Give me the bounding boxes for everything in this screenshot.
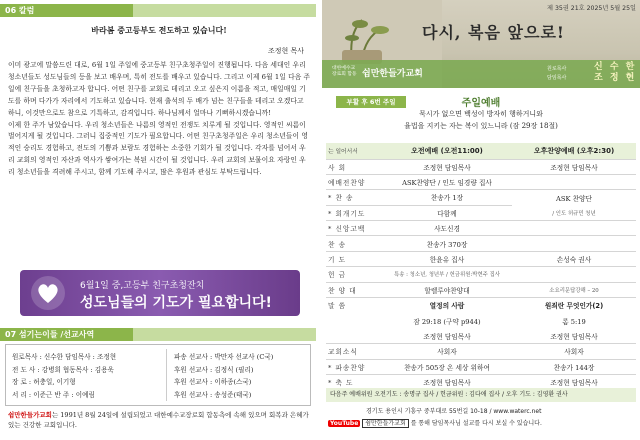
order-label: 교회소식 — [326, 344, 382, 359]
order-afternoon — [512, 221, 636, 236]
order-label: * 신앙고백 — [326, 221, 382, 236]
order-header-row — [326, 143, 636, 159]
order-row — [326, 205, 636, 220]
order-afternoon: 조정현 담임목사 — [512, 328, 636, 343]
order-afternoon: 사회자 — [512, 344, 636, 359]
order-row — [326, 251, 636, 266]
sermon-title-morning: 열정의 사람 — [429, 302, 465, 311]
pastor-name: 신 수 한 — [594, 62, 637, 72]
order-afternoon: 손성숙 권사 — [512, 251, 636, 266]
left-page — [0, 0, 318, 440]
order-row — [326, 174, 636, 189]
order-label — [326, 328, 382, 343]
missionary-line: 후원 선교사 : 송성준(태국) — [174, 390, 252, 399]
pastor-roles — [547, 65, 566, 83]
staff-line: 전 도 사 : 강병희 협동목사 : 김용욱 — [12, 365, 114, 374]
order-afternoon — [512, 236, 636, 251]
order-label: 말 씀 — [328, 302, 347, 311]
order-row — [326, 221, 636, 236]
heart-hands-icon — [30, 275, 66, 311]
order-row — [326, 190, 636, 205]
missionary-line: 후원 선교사 : 이하종(스국) — [174, 378, 252, 386]
column-title: 바라봄 중고등부도 전도하고 있습니다! — [91, 25, 227, 35]
order-label: 예배전찬양 — [326, 174, 382, 189]
order-morning: 한윤유 집사 — [382, 251, 512, 266]
sermon-title-afternoon: 원죄란 무엇인가(2) — [544, 302, 604, 311]
missionary-list — [174, 351, 310, 401]
denomination: 대한예수교 장로회 합동 — [332, 66, 357, 77]
scripture-verse — [322, 108, 640, 132]
order-afternoon — [512, 174, 636, 189]
sermon-scripture-morning: 잠 29:18 (구약 p944) — [413, 317, 481, 326]
order-morning: 조정현 담임목사 — [382, 159, 512, 174]
order-morning: 사도신경 — [382, 221, 512, 236]
event-banner — [20, 270, 300, 316]
stand-note: 는 일어서서 — [326, 143, 382, 159]
order-afternoon: / 인도 허규민 청년 — [512, 205, 636, 220]
order-morning: 할렐루야찬양대 — [382, 282, 512, 297]
order-morning: 찬송가 370장 — [382, 236, 512, 251]
column-author: 조정현 목사 — [267, 47, 304, 55]
order-morning: 찬송가 505장 온 세상 위하여 — [382, 359, 512, 374]
staff-box — [5, 344, 311, 406]
banner-line2: 성도님들의 기도가 필요합니다! — [80, 295, 272, 311]
order-label: 사 회 — [326, 159, 382, 174]
order-row — [326, 159, 636, 174]
pastor-name: 조 정 현 — [594, 73, 637, 83]
column-body — [8, 60, 312, 179]
order-label: 찬 양 대 — [326, 282, 382, 297]
staff-line: 서 리 : 이준근 반 주 : 이예림 — [12, 390, 95, 399]
order-label: 찬 송 — [326, 236, 382, 251]
divider — [166, 349, 167, 401]
pastor-role: 원로목사 — [547, 66, 567, 72]
order-label: * 축 도 — [326, 374, 382, 389]
order-row — [326, 298, 636, 313]
banner-line1: 6월1일 중,고등부 친구초청잔치 — [80, 281, 205, 291]
church-intro-text: 는 1991년 8월 24일에 설립되었고 대한예수교장로회 합동측에 속해 있으며 회복과 은혜가 있는 건강한 교회입니다. — [8, 411, 309, 429]
service-title: 주일예배 — [461, 98, 501, 109]
column-section-header: 06 칼럼 — [0, 4, 316, 17]
order-row — [326, 328, 636, 343]
pastor-names — [594, 62, 636, 84]
youtube-text: 를 통해 담임목사님 설교를 다시 보실 수 있습니다. — [410, 420, 542, 427]
order-row — [326, 236, 636, 251]
order-morning: 조정현 담임목사 — [382, 374, 512, 389]
sermon-scripture-afternoon: 롬 5:19 — [562, 317, 586, 326]
order-label: * 찬 송 — [326, 190, 382, 205]
column-paragraph: 이제 한 주가 남았습니다. 우리 청소년들은 나름의 영적인 전쟁도 치루게 될 것입니다. 영적인 씨름이 벌어지게 될 것입니다. 그러니 집중적인 기도가 필요합니다. 어떤 친구초청주일은 우리 청소년들이 영적인 승리도 경험하고, 전도의 기쁨과 보람도 경험하는 소중한 기회가 될 것입니다. 각자를 넘어서 우리 교회의 영적인 자산과 역사가 쌓여가는 복된 시간이 될 것입니다. 우리 교회의 보물이요 자랑인 우리 청소년들을 격려해 주시고, 함께 기도해 주시고, 많은 후원과 관심도 부탁드립니다. — [8, 120, 308, 177]
order-afternoon: 조정현 담임목사 — [512, 159, 636, 174]
afternoon-service-header: 오후찬양예배 (오후2:30) — [512, 143, 636, 159]
order-label: 헌 금 — [326, 267, 382, 282]
order-morning: 찬송가 1장 — [382, 190, 512, 205]
order-row — [326, 344, 636, 359]
order-morning: 다함께 — [382, 205, 512, 220]
youtube-line — [328, 418, 542, 427]
order-of-worship — [326, 143, 636, 390]
order-morning: 조정현 담임목사 — [382, 328, 512, 343]
order-afternoon: ASK 찬양단 — [556, 194, 592, 203]
pastor-role: 담임목사 — [547, 75, 567, 81]
missionary-line: 파송 선교사 : 박만자 선교사 (C국) — [174, 353, 274, 361]
next-week-servers: 다음주 예배위원 오전기도 : 송명규 집사 / 헌금위원 : 김다애 집사 / 오후 기도 : 김영환 권사 — [326, 388, 636, 402]
bulletin-header — [322, 0, 640, 88]
order-morning: 특송 : 청소년, 청년부 / 헌금위원:박현주 집사 — [382, 267, 512, 282]
verse-line: 율법을 지키는 자는 복이 있느니라 (잠 29장 18절) — [404, 122, 558, 130]
slogan: 다시, 복음 앞으로! — [422, 23, 565, 42]
issue-info: 제 35권 21호 2025년 5월 25일 — [547, 5, 636, 12]
church-name: 쉼만한들가교회 — [362, 69, 423, 79]
morning-service-header: 오전예배 (오전11:00) — [382, 143, 512, 159]
order-afternoon: 찬송가 144장 — [512, 359, 636, 374]
right-page — [322, 0, 640, 440]
order-label — [326, 313, 382, 328]
order-row — [326, 313, 636, 328]
church-intro — [8, 410, 314, 430]
column-paragraph: 이미 광고에 말씀드린 대로, 6월 1일 주일에 중고등부 친구초청주일이 진행됩니다. 다음 세대인 우리 청소년들도 성도님들의 등을 보고 배우며, 특히 전도를 배우고 있습니다. 그리고 이제 6월 1일 다음 주일에 친구들을 초청하고자 합니다. 어떤 친구를 교회로 데리고 오고 싶은지 이름을 적고, 매일매일 기도를 하며 다가가 자리에서 기도하고 있습니다. 현재 출석의 두 배가 넘는 친구들을 데리고 오겠다고 하니, 이것만으로도 참으로 기특하고, 감격입니다. 하나님께서 얼마나 기뻐하시겠습니까! — [8, 61, 311, 117]
order-morning: ASK찬양단 / 인도 임경량 집사 — [382, 174, 512, 189]
order-label: * 파송찬양 — [326, 359, 382, 374]
order-row — [326, 282, 636, 297]
week-tag: 부활 후 6번 주일 — [336, 96, 406, 108]
missionary-line: 후원 선교사 : 김정식 (필리) — [174, 365, 254, 374]
order-label: * 회개기도 — [326, 205, 382, 220]
order-afternoon — [512, 267, 636, 282]
staff-section-header: 07 섬기는이들 /선교사역 — [0, 328, 316, 341]
order-row — [326, 267, 636, 282]
order-row — [326, 359, 636, 374]
order-morning: 사회자 — [382, 344, 512, 359]
youtube-channel-name[interactable]: 쉼만한들가교회 — [362, 419, 409, 428]
church-intro-name: 쉼만한들가교회 — [8, 411, 52, 419]
youtube-logo-icon[interactable]: YouTube — [330, 420, 359, 427]
staff-line: 장 로 : 허충일, 이기형 — [12, 378, 76, 386]
order-afternoon: 소요리문답강해 – 20 — [512, 282, 636, 297]
order-label: 기 도 — [326, 251, 382, 266]
staff-left-list — [12, 351, 152, 401]
verse-line: 묵시가 없으면 백성이 방자히 행하거니와 — [419, 110, 543, 118]
church-address[interactable]: 경기도 용인시 기흥구 중부대로 55번길 10-18 / www.waterc.net — [366, 408, 542, 415]
staff-line: 원로목사 : 신수한 담임목사 : 조정현 — [12, 353, 117, 361]
order-afternoon: 조정현 담임목사 — [512, 374, 636, 389]
